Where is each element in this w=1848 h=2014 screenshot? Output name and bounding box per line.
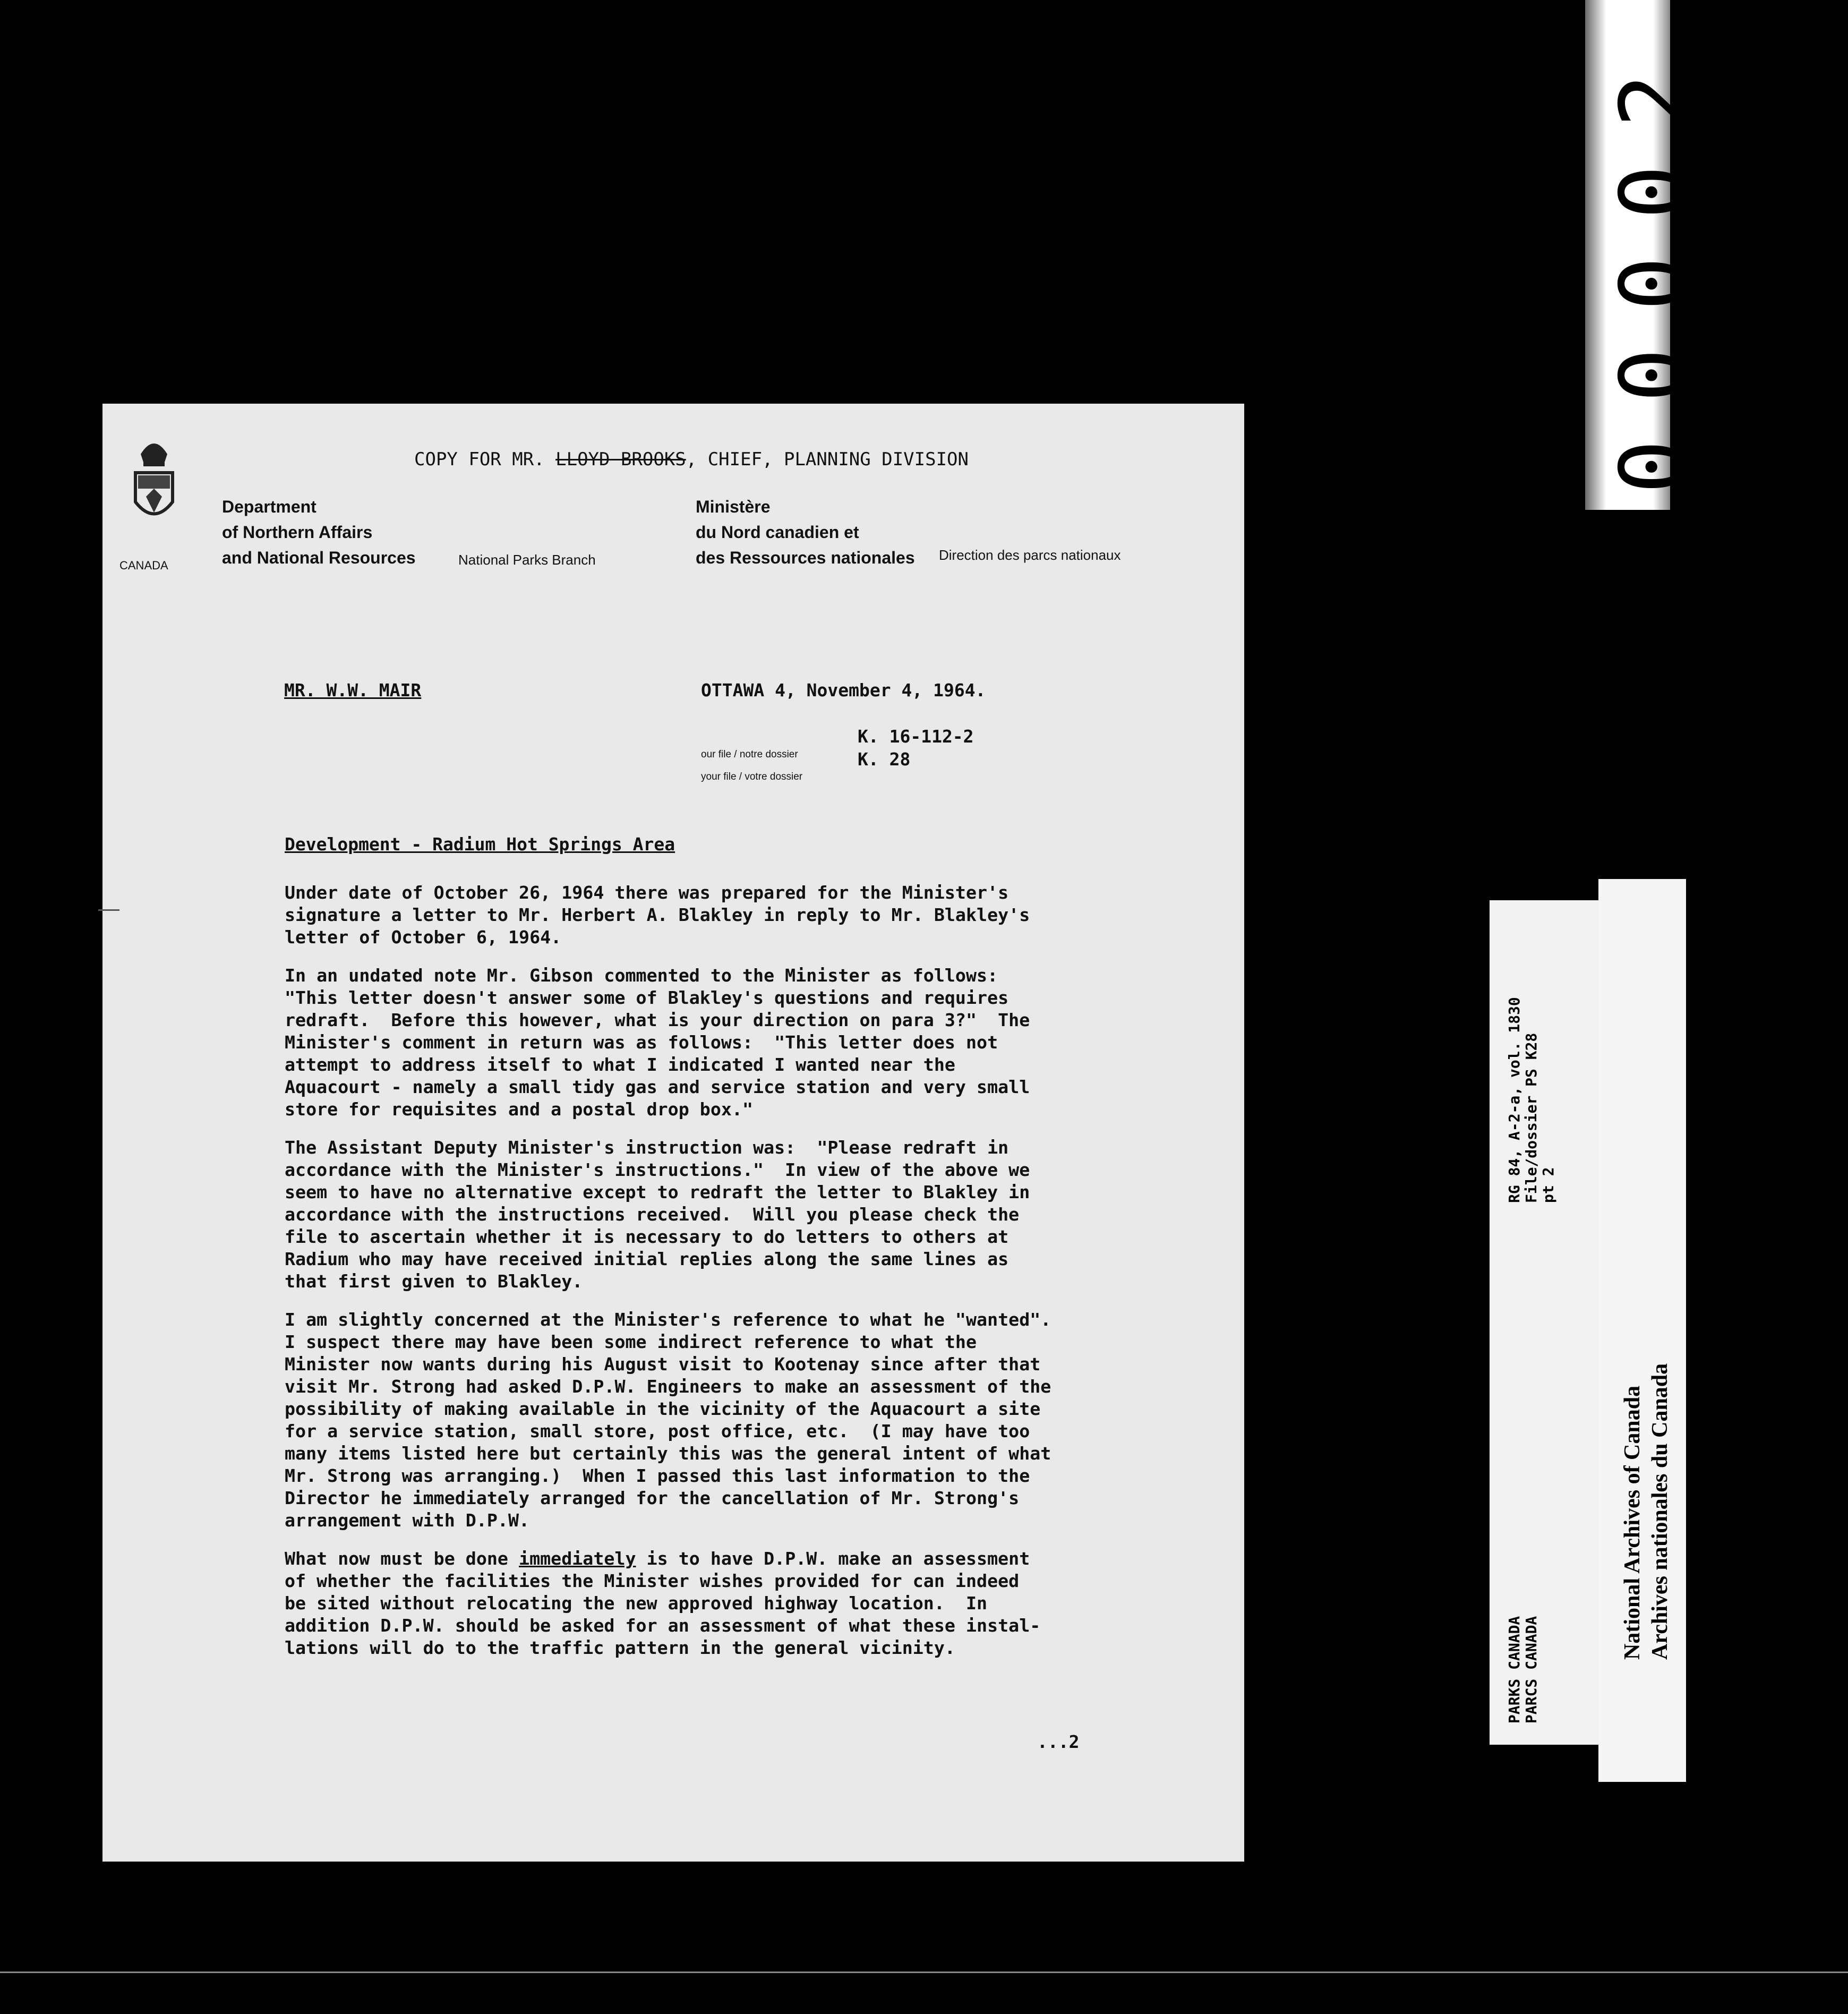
your-file-number: K. 28 bbox=[858, 749, 911, 770]
dept-fr-line3: des Ressources nationales bbox=[696, 548, 915, 567]
copy-suffix: , CHIEF, PLANNING DIVISION bbox=[686, 449, 969, 470]
dept-fr-line2: du Nord canadien et bbox=[696, 523, 859, 542]
p5-start: What now must be done bbox=[285, 1548, 519, 1569]
emblem-label: CANADA bbox=[119, 559, 168, 572]
our-file-label: our file / notre dossier bbox=[701, 749, 798, 760]
memo-paragraph-1: Under date of October 26, 1964 there was prepared for the Minister's signature a letter to Mr. Herbert A. Blakley in reply to Mr. Blakley's letter of October 6, 1964. bbox=[285, 882, 1030, 948]
memo-date: OTTAWA 4, November 4, 1964. bbox=[701, 680, 986, 701]
dept-en-line3: and National Resources bbox=[222, 548, 416, 567]
margin-mark bbox=[98, 909, 119, 911]
dept-en-line2: of Northern Affairs bbox=[222, 523, 373, 542]
parks-canada-label bbox=[1490, 900, 1598, 1745]
parks-line2: PARCS CANADA bbox=[1522, 1616, 1540, 1723]
dept-en-line1: Department bbox=[222, 497, 316, 516]
archive-reference-line1: RG 84, A-2-a, vol. 1830 bbox=[1505, 997, 1523, 1203]
page-continuation: ...2 bbox=[1037, 1731, 1080, 1752]
our-file-number: K. 16-112-2 bbox=[858, 726, 974, 747]
archives-name-fr: Archives nationales du Canada bbox=[1648, 1363, 1672, 1660]
dept-fr-line1: Ministère bbox=[696, 497, 771, 516]
memo-subject: Development - Radium Hot Springs Area bbox=[285, 834, 675, 855]
memo-paragraph-4: I am slightly concerned at the Minister's reference to what he "wanted". I suspect there may have been some indirect reference to what the Minister now wants during his August visit to Kootenay since after that visit Mr. Strong had asked D.P.W. Engineers to make an assessment of the possibility of making available in the vicinity of the Aquacourt a site for a service station, small store, post office, etc. (I may have too many items listed here but certainly this was the general intent of what Mr. Strong was arranging.) When I passed this last information to the Director he immediately arranged for the cancellation of Mr. Strong's arrangement with D.P.W. bbox=[285, 1309, 1051, 1531]
archive-reference-line2: File/dossier PS K28 bbox=[1522, 1032, 1540, 1203]
p5-underlined-word: immediately bbox=[519, 1548, 636, 1569]
memo-recipient: MR. W.W. MAIR bbox=[284, 680, 422, 701]
coat-of-arms-icon bbox=[125, 433, 183, 528]
memo-paragraph-3: The Assistant Deputy Minister's instruction was: "Please redraft in accordance with the Minister's instructions." In view of the above we seem to have no alternative except to redraft the letter to Blakley in accordance with the instructions received. Will you please check the file to ascertain whether it is necessary to do letters to others at Radium who may have received initial replies along the same lines as that first given to Blakley. bbox=[285, 1137, 1030, 1292]
memo-paragraph-5 bbox=[285, 1548, 1161, 1659]
archive-reference-line3: pt 2 bbox=[1539, 1167, 1557, 1203]
copy-struck-name: LLOYD BROOKS bbox=[555, 449, 686, 470]
document-page bbox=[102, 404, 1244, 1862]
frame-number-strip bbox=[1585, 0, 1706, 510]
branch-en: National Parks Branch bbox=[458, 552, 596, 568]
archives-name-en: National Archives of Canada bbox=[1620, 1385, 1645, 1660]
national-archives-label bbox=[1598, 879, 1686, 1782]
parks-line1: PARKS CANADA bbox=[1505, 1616, 1523, 1723]
memo-paragraph-2: In an undated note Mr. Gibson commented to the Minister as follows: "This letter doesn't answer some of Blakley's questions and requires redraft. Before this however, what is your direction on para 3?" The Minister's comment in return was as follows: "This letter does not attempt to address itself to what I indicated I wanted near the Aquacourt - namely a small tidy gas and service station and very small store for requisites and a postal drop box." bbox=[285, 965, 1030, 1120]
memo-body bbox=[285, 882, 1161, 1675]
frame-number: 00002 bbox=[1601, 36, 1706, 494]
your-file-label: your file / votre dossier bbox=[701, 771, 803, 782]
copy-routing-line bbox=[414, 449, 969, 470]
p5-rest: is to have D.P.W. make an assessment of whether the facilities the Minister wishes provided for can indeed be sited without relocating the new approved highway location. In addition D.P.W. should be asked for an assessment of what these instal- lations will do to the traffic pattern in the general vicinity. bbox=[285, 1548, 1041, 1658]
film-edge-line bbox=[0, 1972, 1848, 1973]
copy-prefix: COPY FOR MR. bbox=[414, 449, 545, 470]
branch-fr: Direction des parcs nationaux bbox=[939, 547, 1121, 563]
